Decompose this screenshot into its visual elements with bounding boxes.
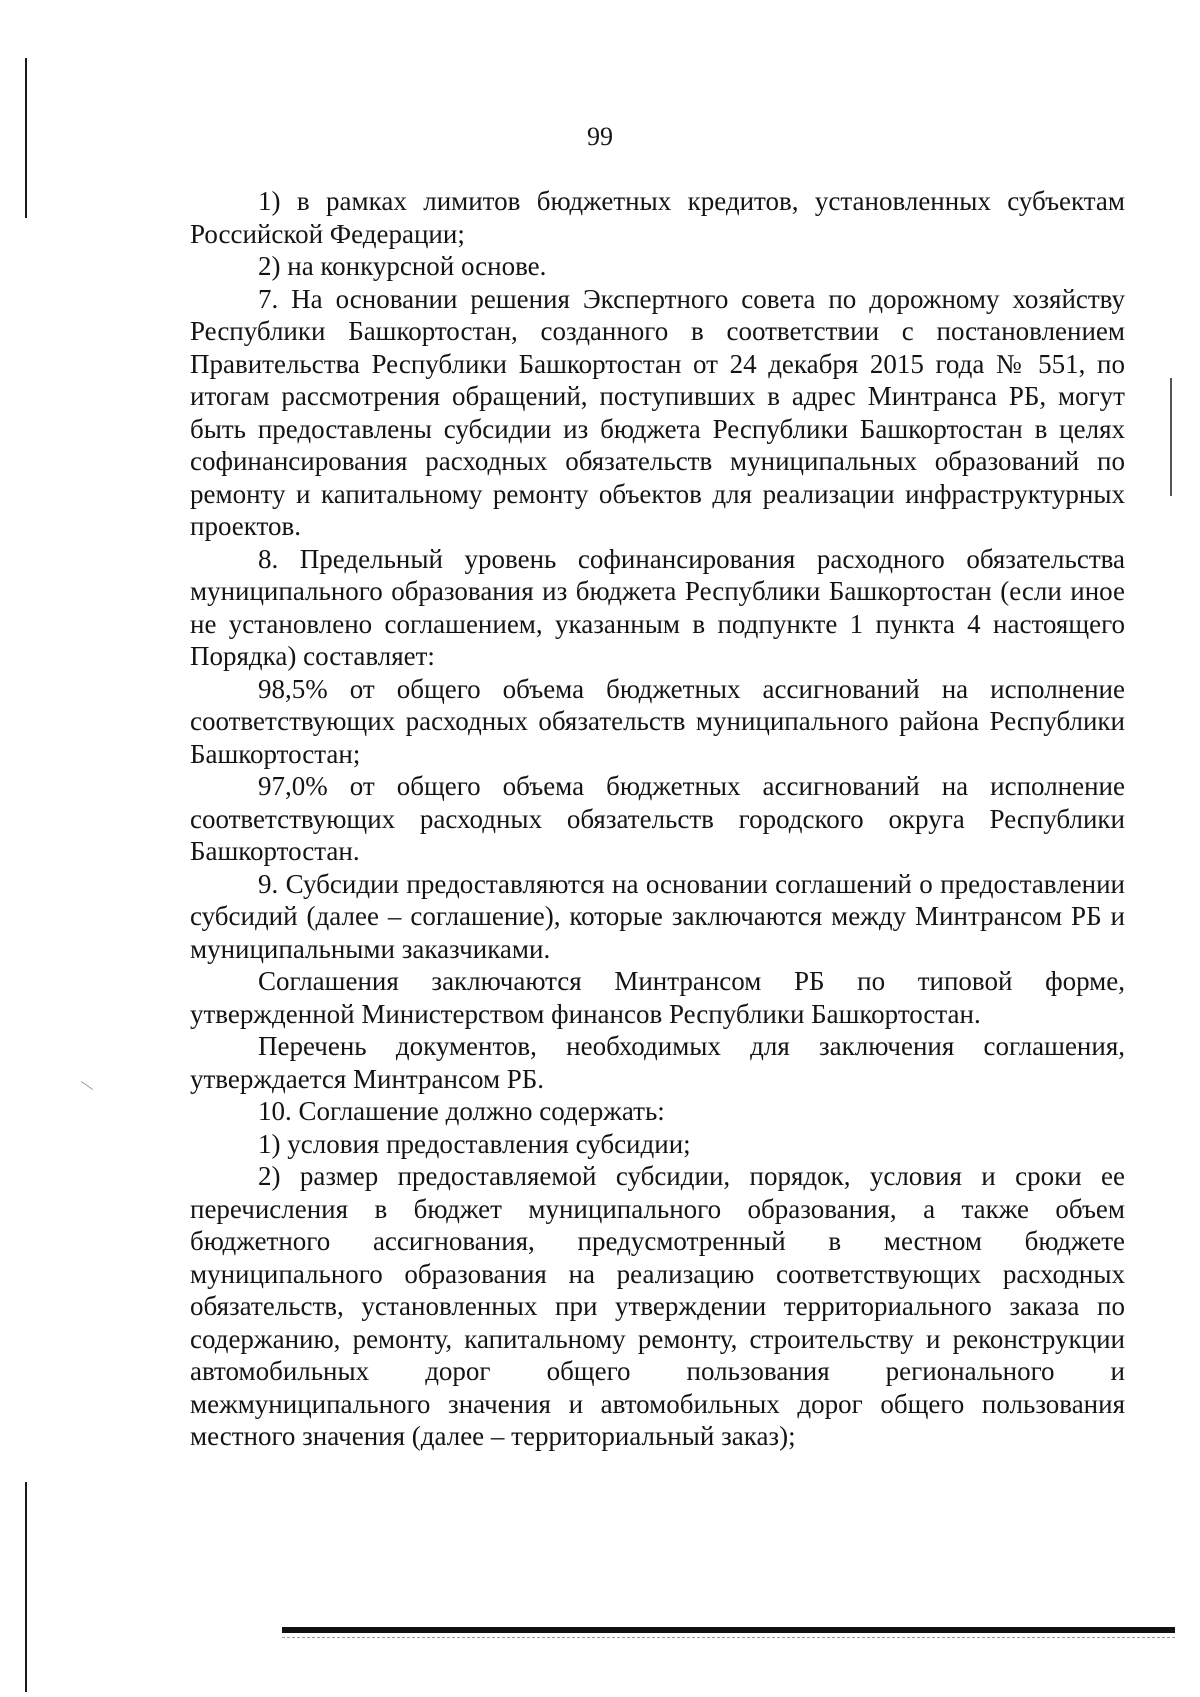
page-bottom-dashed-rule [282,1637,1175,1638]
scan-speck [81,1081,93,1090]
paragraph: 1) условия предоставления субсидии; [258,1128,691,1159]
paragraph: 97,0% от общего объема бюджетных ассигнований на исполнение соответствующих расходных обязательств городского округа Республики Башкортостан. [190,771,1125,866]
paragraph: 10. Соглашение должно содержать: [258,1096,665,1126]
paragraph: 9. Субсидии предоставляются на основании соглашений о предоставлении субсидий (далее – соглашение), которые заключаются между Минтрансом РБ и муниципальными заказчиками. [190,868,1125,964]
paragraph: Соглашения заключаются Минтрансом РБ по типовой форме, утвержденной Министерством финансов Республики Башкортостан. [190,966,1125,1029]
page-number: 99 [587,122,613,151]
paragraph: 98,5% от общего объема бюджетных ассигнований на исполнение соответствующих расходных обязательств муниципального района Республики Башкортостан; [190,673,1125,769]
paragraph: 7. На основании решения Экспертного совета по дорожному хозяйству Республики Башкортостан, созданного в соответствии с постановлением Правительства Республики Башкортостан от 24 декабря 2015 года № 551, по итогам рассмотрения обращений, поступивших в адрес Минтранса РБ, могут быть предоставлены субсидии из бюджета Республики Башкортостан в целях софинансирования расходных обязательств муниципальных образований по ремонту и капитальному ремонту объектов для реализации инфраструктурных проектов. [190,283,1125,541]
scan-edge-mark [25,1482,27,1692]
paragraph: 2) размер предоставляемой субсидии, порядок, условия и сроки ее перечисления в бюджет муниципального образования, а также объем бюджетного ассигнования, предусмотренный в местном бюджете муниципального образования на реализацию соответствующих расходных обязательств, установленных при утверждении территориального заказа по содержанию, ремонту, капитальному ремонту, строительству и реконструкции автомобильных дорог общего пользования регионального и межмуниципального значения и автомобильных дорог общего пользования местного значения (далее – территориальный заказ); [190,1161,1125,1451]
page-bottom-rule [282,1627,1175,1633]
paragraph: 2) на конкурсной основе. [258,251,547,281]
paragraph: 8. Предельный уровень софинансирования расходного обязательства муниципального образования из бюджета Республики Башкортостан (если иное не установлено соглашением, указанным в подпункте 1 пункта 4 настоящего Порядка) составляет: [190,543,1125,671]
scan-edge-mark [1170,378,1172,496]
paragraph: 1) в рамках лимитов бюджетных кредитов, установленных субъектам Российской Федерации; [190,186,1125,249]
paragraph: Перечень документов, необходимых для заключения соглашения, утверждается Минтрансом РБ. [190,1031,1125,1094]
document-body [190,185,1125,1453]
